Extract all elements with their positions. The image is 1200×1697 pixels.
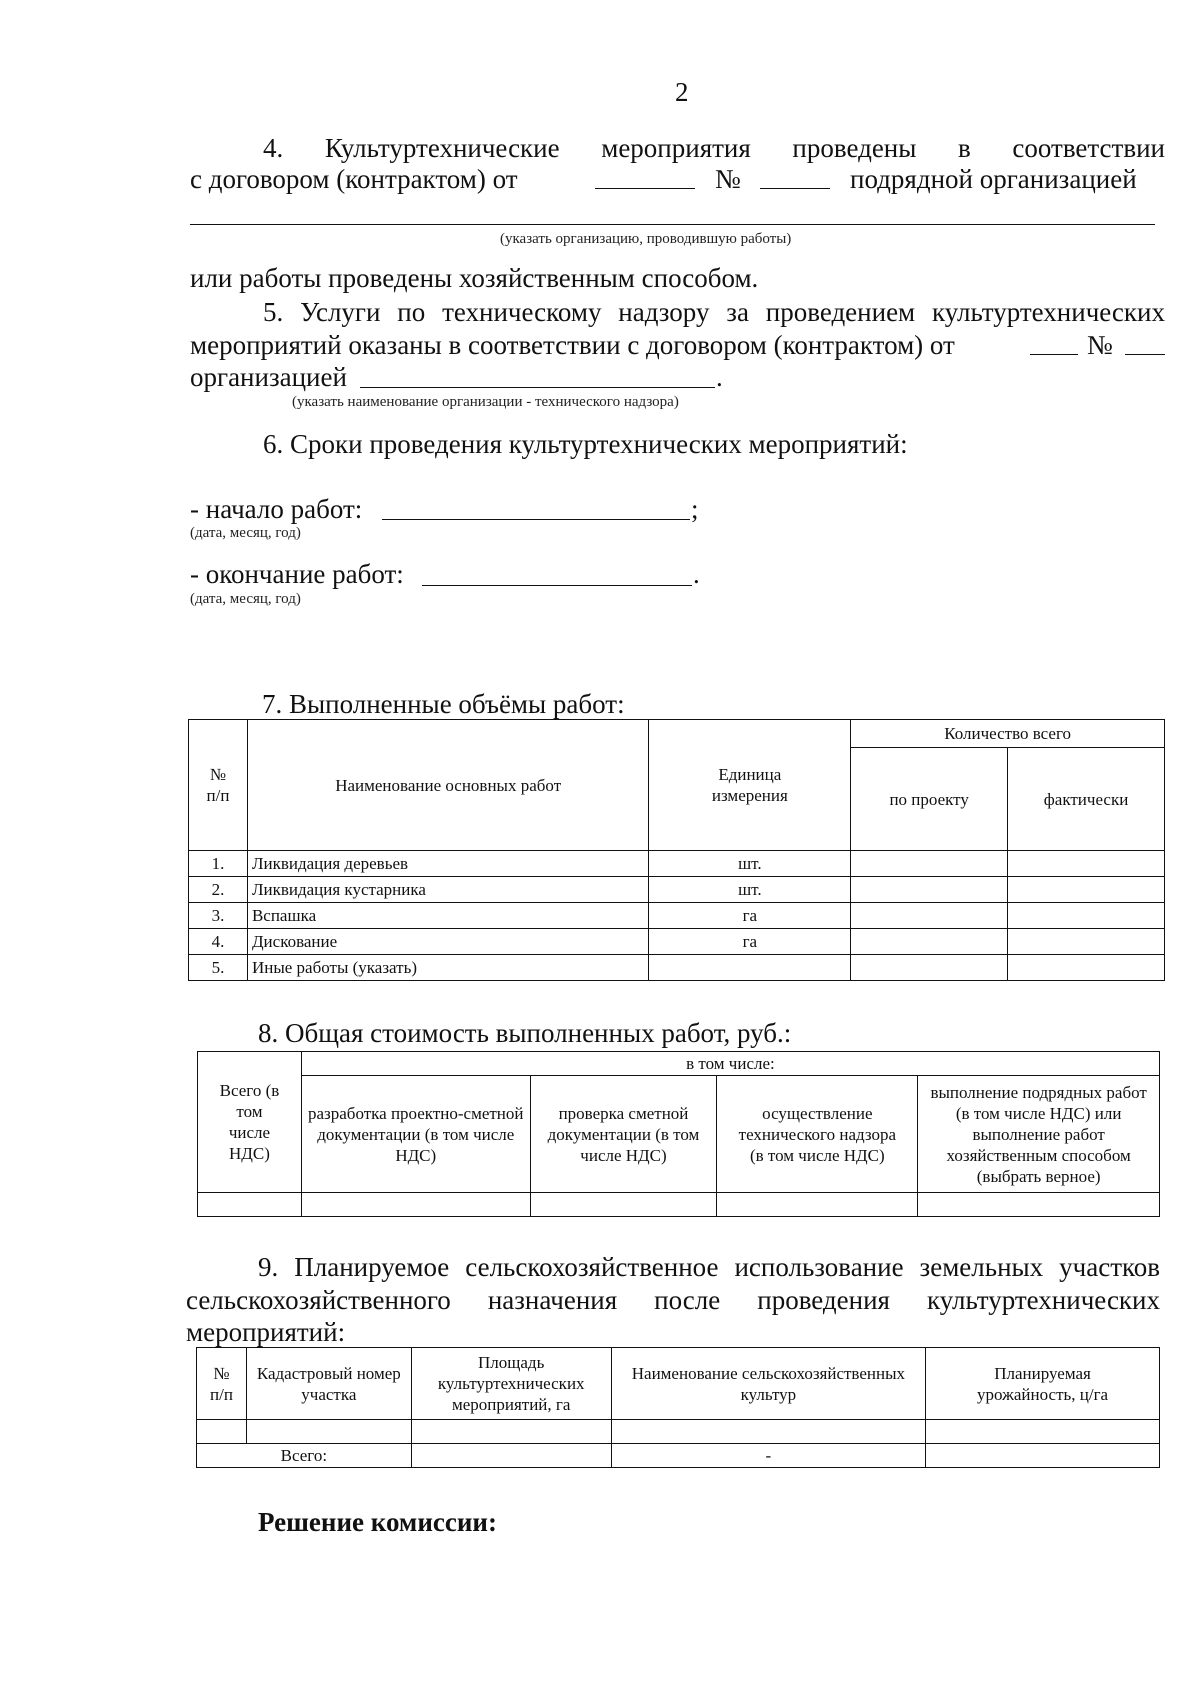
section-4-line-1 [263,132,1165,164]
table-row: 1. Ликвидация деревьев шт. [189,851,1165,877]
organization-field[interactable] [190,224,1155,225]
total-row [197,1444,1160,1468]
s4-word: Культуртехнические [324,133,560,163]
works-volume-table [188,719,1165,981]
s4-word: 4. [263,133,284,163]
contract-number-field[interactable] [760,188,830,189]
plan-cell[interactable] [851,877,1008,903]
fact-cell[interactable] [1008,877,1165,903]
section-8-title: 8. Общая стоимость выполненных работ, руб.: [258,1018,792,1048]
period: . [716,362,723,392]
header-num: № п/п [197,1348,247,1420]
page-number: 2 [675,77,689,107]
period: . [693,559,700,589]
header-unit: Единица измерения [649,720,851,851]
section-4-line-3: или работы проведены хозяйственным способом. [190,263,759,293]
fact-cell[interactable] [1008,851,1165,877]
header-name: Наименование основных работ [247,720,648,851]
estimate-cell[interactable] [530,1193,717,1217]
cost-table [197,1051,1160,1217]
number-sign: № [715,164,741,194]
table-row [198,1193,1160,1217]
table-row: 5. Иные работы (указать) [189,955,1165,981]
supervision-organization-field[interactable] [360,387,715,388]
section-9-line-2: сельскохозяйственного назначения после проведения культуртехнических [186,1285,1160,1315]
s4-word: в [958,133,971,163]
works-cell[interactable] [918,1193,1160,1217]
header-fact: фактически [1008,748,1165,851]
table-row: 3. Вспашка га [189,903,1165,929]
section-4-line-2c: подрядной организацией [850,164,1137,194]
start-date-field[interactable] [382,519,690,520]
header-area: Площадь культуртехнических мероприятий, га [411,1348,611,1420]
commission-decision-heading: Решение комиссии: [258,1507,497,1537]
plan-cell[interactable] [851,929,1008,955]
supervision-contract-number-field[interactable] [1125,354,1165,355]
total-label: Всего: [197,1444,412,1468]
start-label: - начало работ: [190,494,363,524]
organization-hint: (указать организацию, проводившую работы) [500,231,792,247]
fact-cell[interactable] [1008,955,1165,981]
s4-word: соответствии [1012,133,1165,163]
supervision-contract-date-field[interactable] [1030,354,1078,355]
contract-date-field[interactable] [595,188,695,189]
design-cell[interactable] [301,1193,530,1217]
s4-word: мероприятия [601,133,751,163]
section-9-line-1: 9. Планируемое сельскохозяйственное использование земельных участков [258,1252,1160,1282]
supervision-cell[interactable] [717,1193,918,1217]
section-9-line-3: мероприятий: [186,1317,346,1347]
plan-cell[interactable] [851,851,1008,877]
supervision-organization-hint: (указать наименование организации - технического надзора) [292,394,679,410]
header-cadastral: Кадастровый номер участка [246,1348,411,1420]
section-5-line-1: 5. Услуги по техническому надзору за проведением культуртехнических [263,297,1165,327]
section-5-line-2a: мероприятий оказаны в соответствии с договором (контрактом) от [190,330,955,360]
table-row: 2. Ликвидация кустарника шт. [189,877,1165,903]
table-row: 4. Дискование га [189,929,1165,955]
fact-cell[interactable] [1008,929,1165,955]
start-date-hint: (дата, месяц, год) [190,525,301,541]
header-qty: Количество всего [851,720,1165,748]
total-crops: - [611,1444,925,1468]
fact-cell[interactable] [1008,903,1165,929]
number-sign: № [1087,330,1113,360]
plan-cell[interactable] [851,903,1008,929]
section-4-line-2a: с договором (контрактом) от [190,164,518,194]
s4-word: проведены [792,133,917,163]
plan-cell[interactable] [851,955,1008,981]
header-estimate-check: проверка сметной документации (в том числе НДС) [530,1076,717,1193]
header-design: разработка проектно-сметной документации (в том числе НДС) [301,1076,530,1193]
end-label: - окончание работ: [190,559,404,589]
table-row [197,1420,1160,1444]
header-num: № п/п [189,720,248,851]
land-use-table [196,1347,1160,1468]
header-including: в том числе: [301,1052,1159,1076]
header-total: Всего (в том числе НДС) [198,1052,302,1193]
header-crops: Наименование сельскохозяйственных культур [611,1348,925,1420]
header-supervision: осуществление технического надзора (в том числе НДС) [717,1076,918,1193]
section-5-line-3a: организацией [190,362,347,392]
header-contract-works: выполнение подрядных работ (в том числе НДС) или выполнение работ хозяйственным способом (выбрать верное) [918,1076,1160,1193]
section-7-title: 7. Выполненные объёмы работ: [262,689,625,719]
header-yield: Планируемая урожайность, ц/га [926,1348,1160,1420]
end-date-hint: (дата, месяц, год) [190,591,301,607]
header-plan: по проекту [851,748,1008,851]
total-cell[interactable] [198,1193,302,1217]
end-date-field[interactable] [422,585,692,586]
section-6-title: 6. Сроки проведения культуртехнических мероприятий: [263,429,908,459]
semicolon: ; [691,494,699,524]
